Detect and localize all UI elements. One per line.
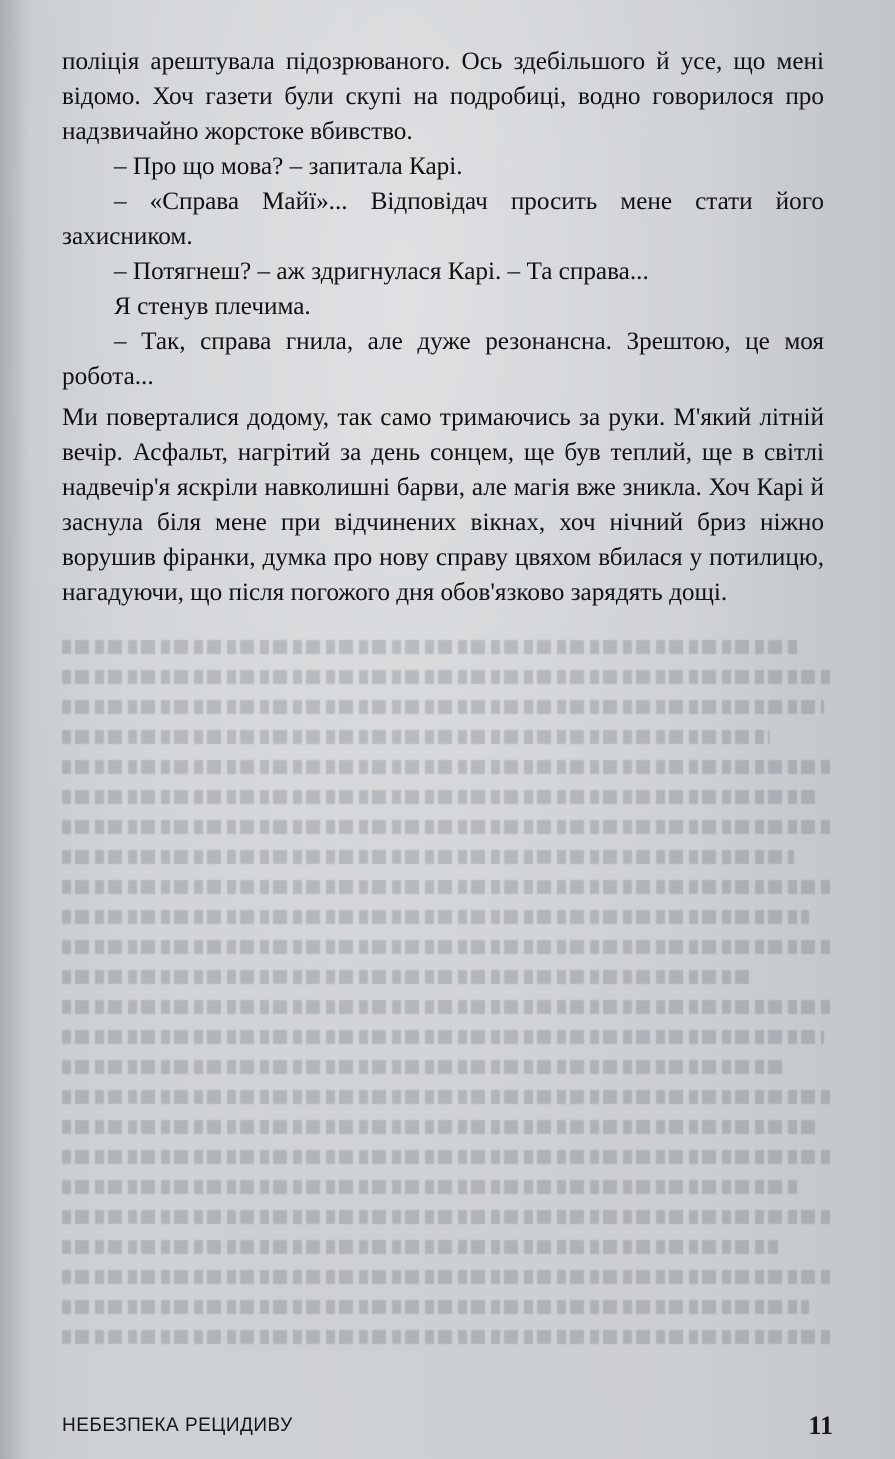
- paragraph: Я стенув плечима.: [114, 293, 311, 320]
- paragraph: Ми поверталися додому, так само тримаючись за руки. М'який літній вечір. Асфальт, нагрітий за день сонцем, ще був теплий, ще в світлі надвечір'я яскріли навколишні барви, але магія вже зникла. Хоч Карі й заснула біля мене при відчинених вікнах, хоч нічний бриз ніжно ворушив фіранки, думка про нову справу цвяхом вбилася у потилицю, нагадуючи, що після погожого дня обов'язково зарядять дощі.: [62, 404, 824, 606]
- show-through-text: [62, 640, 832, 1420]
- paragraph: – Так, справа гнила, але дуже резонансна. Зрештою, це моя робота...: [62, 328, 824, 390]
- running-footer-title: НЕБЕЗПЕКА РЕЦИДИВУ: [62, 1415, 293, 1436]
- paragraph: – Про що мова? – запитала Карі.: [114, 153, 463, 180]
- text-block-dialogue: [62, 44, 824, 394]
- paragraph: – Потягнеш? – аж здригнулася Карі. – Та справа...: [114, 258, 649, 285]
- text-block-narration: [62, 400, 824, 610]
- paragraph: поліція арештувала підозрюваного. Ось здебільшого й усе, що мені відомо. Хоч газети були скупі на подробиці, водно говорилося про надзвичайно жорстоке вбивство.: [62, 48, 824, 145]
- paragraph: – «Справа Майї»... Відповідач просить мене стати його захисником.: [62, 188, 824, 250]
- page-number: 11: [808, 1411, 833, 1440]
